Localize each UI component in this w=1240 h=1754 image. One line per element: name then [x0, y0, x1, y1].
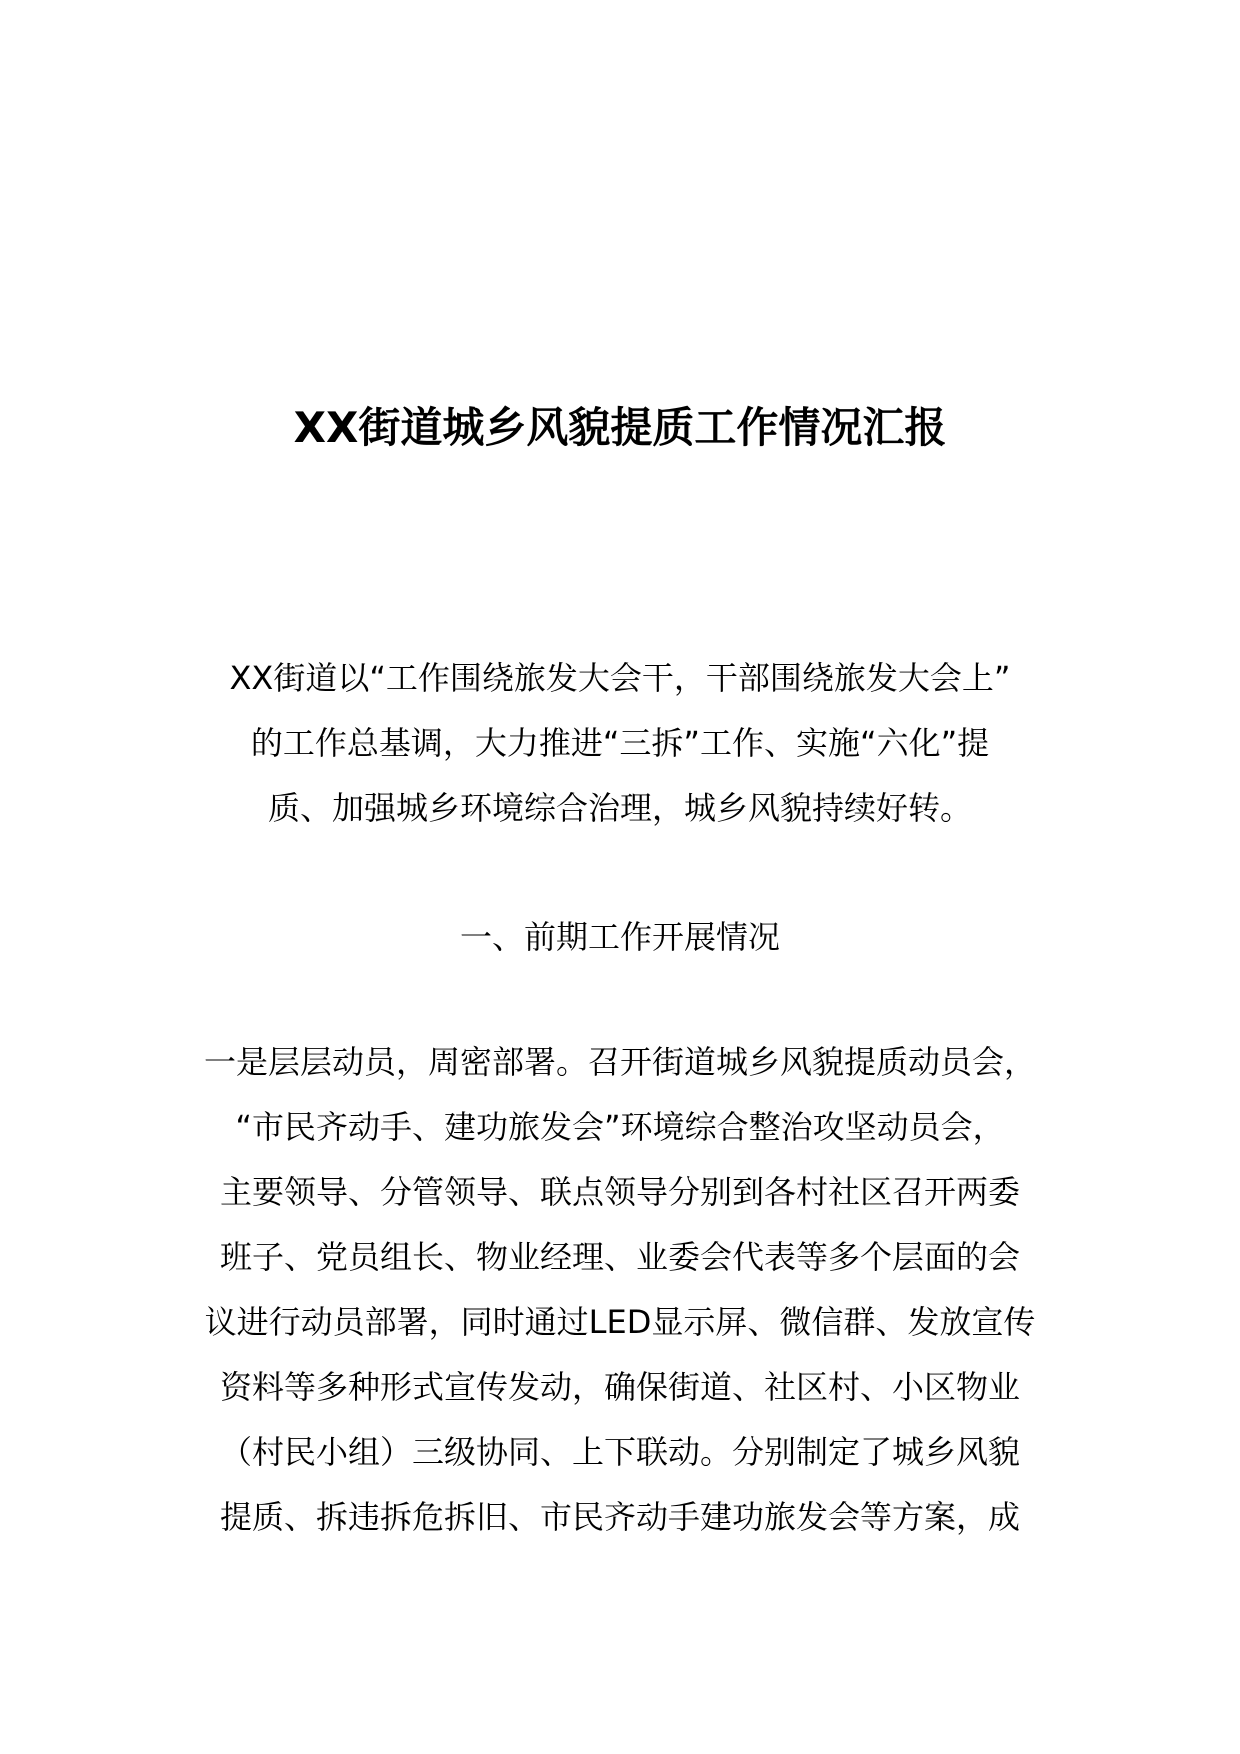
body-line: 议进行动员部署，同时通过LED显示屏、微信群、发放宣传	[204, 1303, 1036, 1341]
section-heading-block	[170, 905, 1070, 970]
section-heading: 一、前期工作开展情况	[459, 918, 780, 956]
body-line: “市民齐动手、建功旅发会”环境综合整治攻坚动员会，	[235, 1108, 1005, 1146]
intro-line: 的工作总基调，大力推进“三拆”工作、实施“六化”提	[250, 724, 990, 762]
body-line: （村民小组）三级协同、上下联动。分别制定了城乡风貌	[219, 1433, 1020, 1471]
body-line: 一是层层动员，周密部署。召开街道城乡风貌提质动员会，	[203, 1043, 1036, 1081]
document-title: XX街道城乡风貌提质工作情况汇报	[293, 403, 947, 452]
body-line: 主要领导、分管领导、联点领导分别到各村社区召开两委	[219, 1173, 1020, 1211]
intro-line: XX街道以“工作围绕旅发大会干，干部围绕旅发大会上”	[229, 659, 1011, 697]
body-line: 提质、拆违拆危拆旧、市民齐动手建功旅发会等方案，成	[219, 1498, 1020, 1536]
body-paragraph	[170, 1030, 1070, 1550]
body-line: 班子、党员组长、物业经理、业委会代表等多个层面的会	[219, 1238, 1020, 1276]
intro-paragraph	[170, 646, 1070, 841]
intro-line: 质、加强城乡环境综合治理，城乡风貌持续好转。	[267, 789, 972, 827]
body-line: 资料等多种形式宣传发动，确保街道、社区村、小区物业	[219, 1368, 1020, 1406]
